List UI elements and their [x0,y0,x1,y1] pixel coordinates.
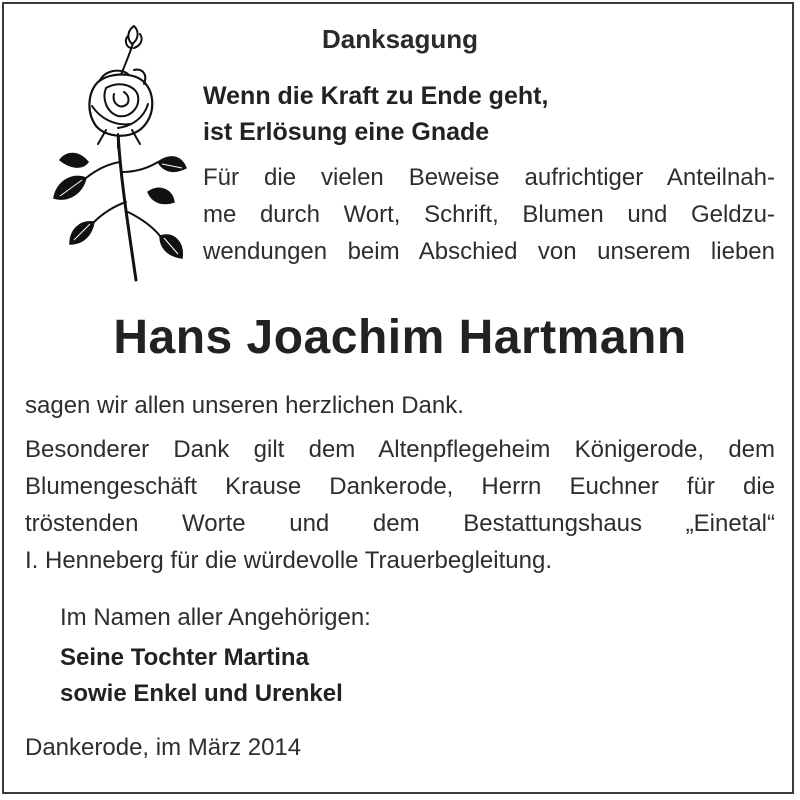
heading-text: Danksagung [321,24,479,54]
heading [0,24,800,55]
place-date: Dankerode, im März 2014 [25,734,302,761]
intro-line-3: wendungen beim Abschied von unserem lieben [203,238,775,265]
rose-icon [48,22,188,284]
signature-intro: Im Namen aller Angehörigen: [60,604,371,631]
special-thanks-line-1: Besonderer Dank gilt dem Altenpflegeheim Königerode, dem [25,436,775,463]
special-thanks-line-3: tröstenden Worte und dem Bestattungshaus „Einetal“ [25,510,775,537]
motto-line-1: Wenn die Kraft zu Ende geht, [203,82,549,110]
thanks-line: sagen wir allen unseren herzlichen Dank. [25,392,464,419]
motto-line-2: ist Erlösung eine Gnade [203,118,490,146]
intro-line-2: me durch Wort, Schrift, Blumen und Geldzu- [203,201,775,228]
signatory-line-2: sowie Enkel und Urenkel [60,680,343,707]
signatory-line-1: Seine Tochter Martina [60,644,309,671]
special-thanks-line-2: Blumengeschäft Krause Dankerode, Herrn Euchner für die [25,473,775,500]
intro-line-1: Für die vielen Beweise aufrichtiger Anteilnah- [203,164,775,191]
special-thanks-line-4: I. Henneberg für die würdevolle Trauerbegleitung. [25,547,552,574]
deceased-name: Hans Joachim Hartmann [113,311,687,364]
